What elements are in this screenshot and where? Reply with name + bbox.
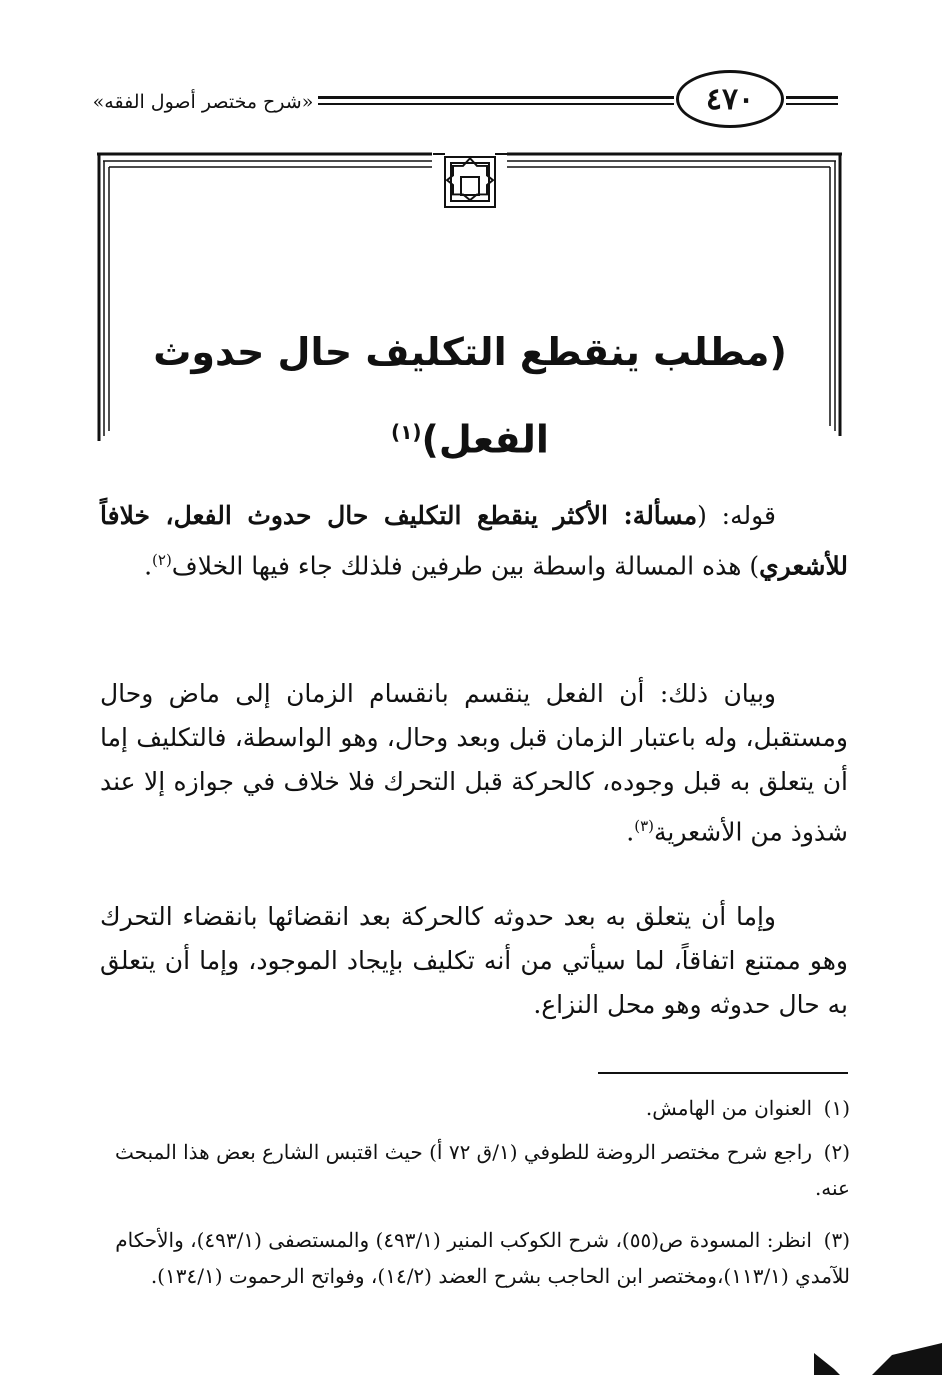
footnote-3 (100, 1222, 850, 1294)
para1-bold: مسألة: الأكثر ينقطع التكليف حال حدوث الفعل، خلافاً للأشعري (100, 501, 848, 581)
para2-end: . (626, 817, 635, 847)
scan-corner-mark (812, 1325, 942, 1375)
para1-tail: ) هذه المسالة واسطة بين طرفين فلذلك جاء فيها الخلاف (171, 551, 760, 581)
para2-footnote-ref: (٣) (634, 817, 655, 835)
header-rule-left (318, 96, 674, 105)
footnote-2-text: راجع شرح مختصر الروضة للطوفي (١/ق ٧٢ أ) حيث اقتبس الشارع بعض هذا المبحث عنه. (114, 1140, 850, 1200)
header-rule-right (786, 96, 838, 105)
paragraph-1 (100, 494, 848, 588)
paragraph-2 (100, 672, 848, 854)
footnote-1-text: العنوان من الهامش. (645, 1096, 812, 1120)
para2-text: وبيان ذلك: أن الفعل ينقسم بانقسام الزمان إلى ماض وحال ومستقبل، وله باعتبار الزمان قبل وبعد وحال، وهو الواسطة، فالتكليف إما أن يتعلق به قبل وجوده، كالحركة قبل التحرك فلا خلاف في جوازه إلا عند شذوذ من الأشعرية (100, 679, 848, 847)
ornament-icon (433, 151, 507, 213)
footnote-2 (100, 1134, 850, 1206)
paragraph-3 (100, 895, 848, 1027)
running-title: «شرح مختصر أصول الفقه» (92, 91, 314, 113)
section-heading (120, 312, 820, 462)
para1-footnote-ref: (٢) (152, 551, 172, 569)
footnote-3-text: انظر: المسودة ص(٥٥)، شرح الكوكب المنير (٤٩٣/١) والمستصفى (٤٩٣/١)، والأحكام للآمدي (١١٣/١)،ومختصر ابن الحاجب بشرح العضد (١٤/٢)، وفواتح الرحموت (١٣٤/١). (115, 1228, 850, 1288)
heading-text: (مطلب ينقطع التكليف حال حدوث الفعل) (153, 330, 787, 462)
para1-end: . (144, 551, 153, 581)
footnote-2-number: (٢) (823, 1140, 850, 1164)
para1-lead: قوله: ( (697, 501, 776, 530)
footnote-3-number: (٣) (823, 1228, 850, 1252)
footnote-1 (100, 1090, 850, 1126)
page-number: ٤٧٠ (676, 70, 784, 128)
para3-text: وإما أن يتعلق به بعد حدوثه كالحركة بعد انقضائها بانقضاء التحرك وهو ممتنع اتفاقاً، لما سيأتي من أنه تكليف بإيجاد الموجود، وإما أن يتعلق به حال حدوثه وهو محل النزاع. (100, 902, 848, 1019)
footnote-separator (598, 1072, 848, 1074)
footnote-1-number: (١) (823, 1096, 850, 1120)
heading-footnote-ref: (١) (391, 420, 422, 444)
